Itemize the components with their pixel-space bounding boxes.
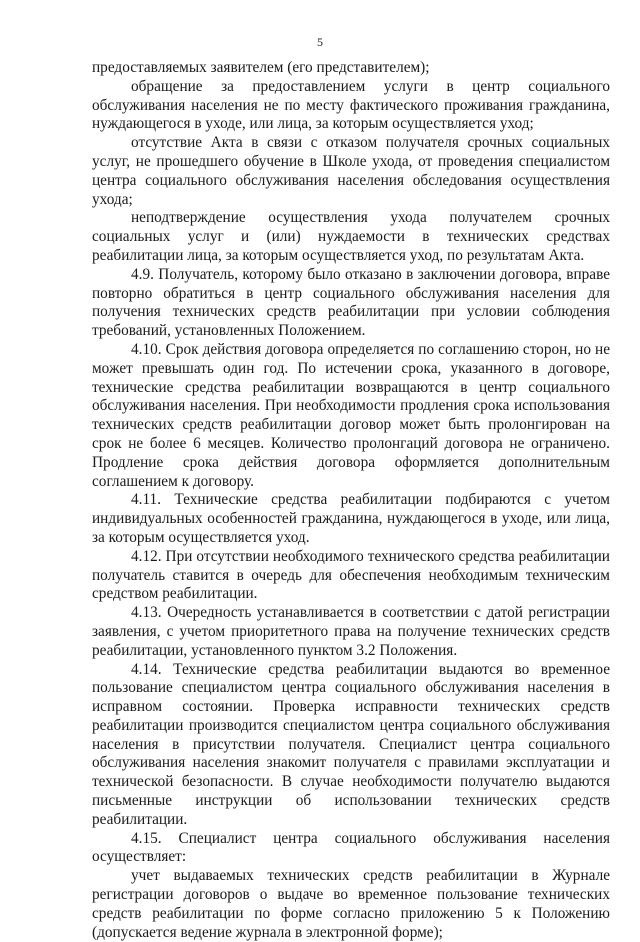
paragraph-refusal-reason-address: обращение за предоставлением услуги в центр социального обслуживания населения не по месту фактического проживания гражданина, нуждающегося в уходе, или лица, за которым осуществляется уход; (92, 77, 610, 133)
paragraph-refusal-reason-act: отсутствие Акта в связи с отказом получателя срочных социальных услуг, не прошедшего обучение в Школе ухода, от проведения специалистом центра социального обслуживания населения обследования осуществления ухода; (92, 134, 610, 208)
paragraph-4-15: 4.15. Специалист центра социального обслуживания населения осуществляет: (92, 829, 610, 866)
paragraph-4-9: 4.9. Получатель, которому было отказано в заключении договора, вправе повторно обратиться в центр социального обслуживания населения для получения технических средств реабилитации при условии соблюдения требований, установленных Положением. (92, 265, 610, 340)
paragraph-refusal-reason-need: неподтверждение осуществления ухода получателем срочных социальных услуг и (или) нуждаемости в технических средствах реабилитации лица, за которым осуществляется уход, по результатам Акта. (92, 209, 610, 264)
document-body (92, 59, 610, 942)
page-number: 5 (317, 35, 323, 49)
paragraph-4-11: 4.11. Технические средства реабилитации подбираются с учетом индивидуальных особенностей гражданина, нуждающегося в уходе, или лица, за которым осуществляется уход. (92, 491, 610, 546)
paragraph-4-13: 4.13. Очередность устанавливается в соответствии с датой регистрации заявления, с учетом приоритетного права на получение технических средств реабилитации, установленного пунктом 3.2 Положения. (92, 604, 610, 659)
paragraph-4-10: 4.10. Срок действия договора определяется по соглашению сторон, но не может превышать один год. По истечении срока, указанного в договоре, технические средства реабилитации возвращаются в центр социального обслуживания населения. При необходимости продления срока использования технических средств реабилитации договор может быть пролонгирован на срок не более 6 месяцев. Количество пролонгаций договора не ограничено. Продление срока действия договора оформляется дополнительным соглашением к договору. (92, 340, 610, 490)
paragraph-4-15-item-registry: учет выдаваемых технических средств реабилитации в Журнале регистрации договоров о выдаче во временное пользование технических средств реабилитации по форме согласно приложению 5 к Положению (допускается ведение журнала в электронной форме); (92, 867, 610, 941)
paragraph-continuation: предоставляемых заявителем (его представителем); (92, 59, 430, 76)
paragraph-4-12: 4.12. При отсутствии необходимого технического средства реабилитации получатель ставится в очередь для обеспечения необходимым техническим средством реабилитации. (92, 547, 610, 603)
paragraph-4-14: 4.14. Технические средства реабилитации выдаются во временное пользование специалистом центра социального обслуживания населения в исправном состоянии. Проверка исправности технических средств реабилитации производится специалистом центра социального обслуживания населения в присутствии получателя. Специалист центра социального обслуживания населения знакомит получателя с правилами эксплуатации и технической безопасности. В случае необходимости получателю выдаются письменные инструкции об использовании технических средств реабилитации. (92, 660, 610, 828)
